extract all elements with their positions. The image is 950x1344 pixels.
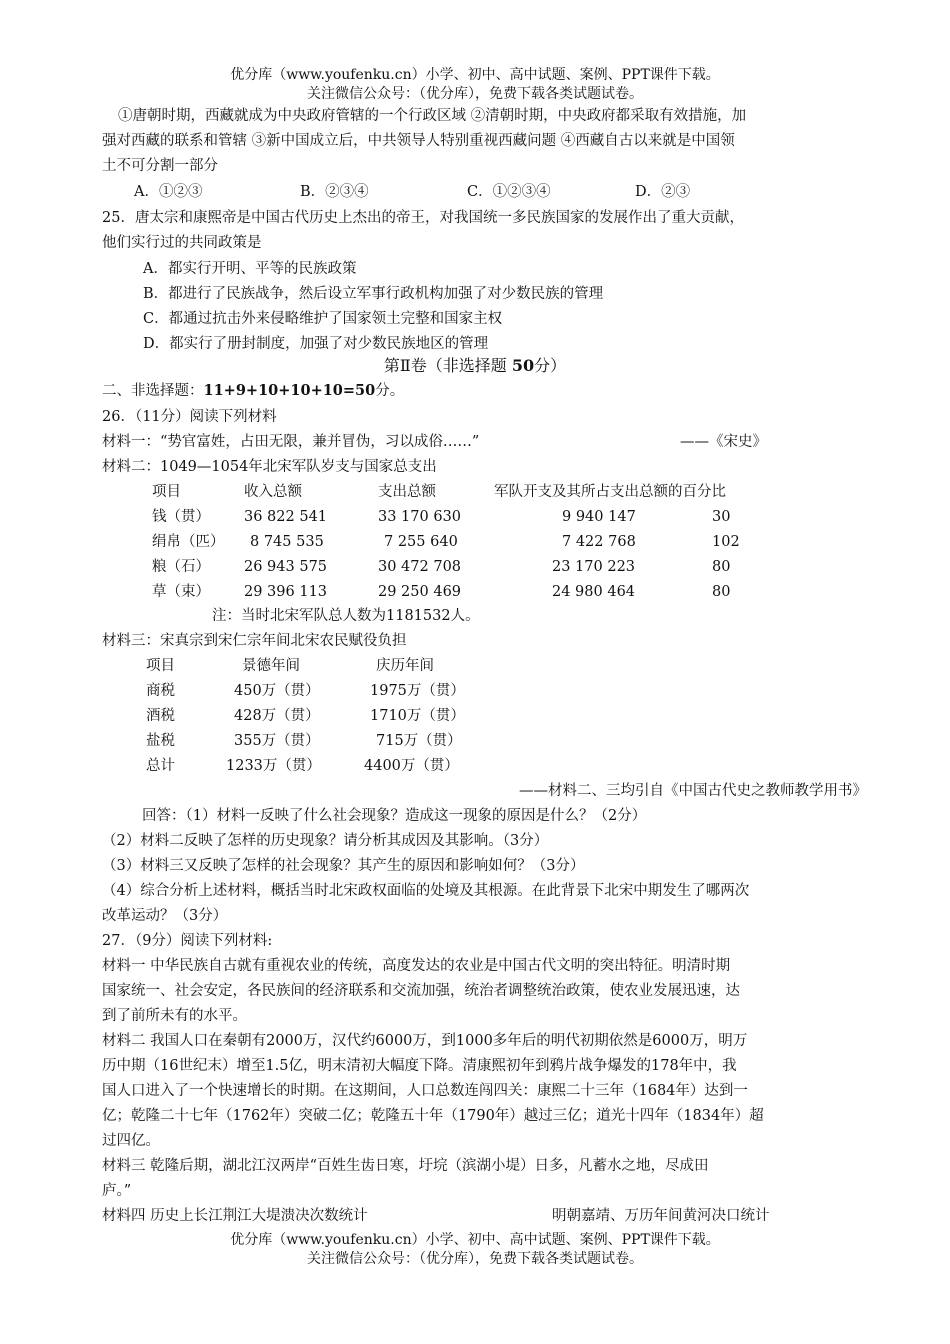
table3-row3-item: 盐税 [146, 733, 175, 749]
table3-header-jingde: 景德年间 [242, 658, 300, 674]
table3-row1-qingli: 1975万（贯） [370, 683, 465, 699]
table2-row2-income: 8 745 535 [250, 534, 324, 550]
table3-row4-item: 总计 [146, 758, 175, 774]
q25-option-b: B．都进行了民族战争，然后设立军事行政机构加强了对少数民族的管理 [143, 286, 604, 302]
q26-question2: （2）材料二反映了怎样的历史现象？请分析其成因及其影响。（3分） [102, 833, 549, 849]
q27-material3-line1: 材料三 乾隆后期，湖北江汉两岸“百姓生齿日寒，圩垸（滨湖小堤）日多，凡蓄水之地，尽成田 [102, 1158, 709, 1174]
table3-row2-item: 酒税 [146, 708, 175, 724]
q27-material1-line1: 材料一 中华民族自古就有重视农业的传统，高度发达的农业是中国古代文明的突出特征。明清时期 [102, 958, 731, 974]
table2-row4-item: 草（束） [152, 584, 210, 600]
q26-question3: （3）材料三又反映了怎样的社会现象？其产生的原因和影响如何？（3分） [102, 858, 585, 874]
page-footer-line1: 优分库（www.youfenku.cn）小学、初中、高中试题、案例、PPT课件下载。 [230, 1232, 720, 1248]
q27-material2-line2: 历中期（16世纪末）增至1.5亿，明末清初大幅度下降。清康熙初年到鸦片战争爆发的178年中，我 [102, 1058, 737, 1074]
table2-row4-expense: 29 250 469 [378, 584, 462, 600]
section-score: 11+9+10+10+10=50 [203, 382, 376, 399]
q26-question4-line1: （4）综合分析上述材料，概括当时北宋政权面临的处境及其根源。在此背景下北宋中期发生了哪两次 [102, 883, 750, 899]
table2-row3-income: 26 943 575 [244, 559, 328, 575]
q24-option-c: C．①②③④ [467, 184, 551, 200]
table2-row3-item: 粮（石） [152, 559, 210, 575]
q27-material4-left: 材料四 历史上长江荆江大堤溃决次数统计 [102, 1208, 368, 1224]
q27-material1-line2: 国家统一、社会安定，各民族间的经济联系和交流加强，统治者调整统治政策，使农业发展迅速，达 [102, 983, 740, 999]
table2-row1-military: 9 940 147 [562, 509, 636, 525]
q26-material1: 材料一：“势官富姓，占田无限，兼并冒伪，习以成俗……” [102, 434, 480, 450]
q24-stem-line2: 强对西藏的联系和管辖 ③新中国成立后，中共领导人特别重视西藏问题 ④西藏自古以来就是中国领 [102, 133, 735, 149]
table2-header-military: 军队开支及其所占支出总额的百分比 [494, 484, 726, 500]
table3-row1-jingde: 450万（贯） [234, 683, 320, 699]
table2-row1-percent: 30 [712, 509, 731, 525]
table2-row4-military: 24 980 464 [552, 584, 636, 600]
q24-stem-line3: 土不可分割一部分 [102, 158, 218, 174]
q26-material1-source: ——《宋史》 [680, 434, 767, 450]
q24-option-b: B．②③④ [300, 184, 369, 200]
table2-row2-military: 7 422 768 [562, 534, 636, 550]
table3-header-item: 项目 [146, 658, 175, 674]
table2-row1-income: 36 822 541 [244, 509, 328, 525]
q27-material1-line3: 到了前所未有的水平。 [102, 1008, 247, 1024]
q27-intro: 27．（9分）阅读下列材料: [102, 933, 273, 949]
table3-row3-jingde: 355万（贯） [234, 733, 320, 749]
table2-row2-percent: 102 [712, 534, 740, 550]
table3-row3-qingli: 715万（贯） [376, 733, 462, 749]
table2-row2-item: 绢帛（匹） [152, 534, 225, 550]
q24-option-d: D．②③ [635, 184, 691, 200]
part2-title-score: 50 [511, 356, 535, 375]
table2-header-income: 收入总额 [244, 484, 302, 500]
page-footer-line2: 关注微信公众号：（优分库），免费下载各类试题试卷。 [307, 1251, 643, 1267]
q24-stem-line1: ①唐朝时期，西藏就成为中央政府管辖的一个行政区域 ②清朝时期，中央政府都采取有效措施，加 [118, 108, 747, 124]
table2-row3-percent: 80 [712, 559, 731, 575]
q26-intro: 26．（11分）阅读下列材料 [102, 409, 277, 425]
table2-row3-expense: 30 472 708 [378, 559, 462, 575]
section-suffix: 分。 [375, 383, 405, 399]
q27-material2-line3: 国人口进入了一个快速增长的时期。在这期间，人口总数连闯四关：康熙二十三年（1684年）达到一 [102, 1083, 748, 1099]
page-header-line1: 优分库（www.youfenku.cn）小学、初中、高中试题、案例、PPT课件下载。 [230, 67, 720, 83]
q27-material3-line2: 庐。” [102, 1183, 132, 1199]
part2-title-prefix: 第Ⅱ卷（非选择题 [383, 356, 512, 375]
table3-row1-item: 商税 [146, 683, 175, 699]
q27-material4-right: 明朝嘉靖、万历年间黄河决口统计 [552, 1208, 770, 1224]
q26-question4-line2: 改革运动？（3分） [102, 908, 228, 924]
table3-row4-qingli: 4400万（贯） [364, 758, 459, 774]
q24-option-a: A．①②③ [134, 184, 203, 200]
q26-material3-title: 材料三：宋真宗到宋仁宗年间北宋农民赋役负担 [102, 633, 407, 649]
table3-row4-jingde: 1233万（贯） [226, 758, 321, 774]
q25-stem-line2: 他们实行过的共同政策是 [102, 235, 262, 251]
table2-row1-expense: 33 170 630 [378, 509, 462, 525]
table2-row4-percent: 80 [712, 584, 731, 600]
table3-header-qingli: 庆历年间 [376, 658, 434, 674]
table2-row1-item: 钱（贯） [152, 509, 210, 525]
part2-title [0, 356, 950, 376]
q25-option-a: A．都实行开明、平等的民族政策 [143, 261, 357, 277]
table2-row4-income: 29 396 113 [244, 584, 328, 600]
page-header-line2: 关注微信公众号：（优分库），免费下载各类试题试卷。 [307, 86, 643, 102]
q26-question1: 回答：（1）材料一反映了什么社会现象？造成这一现象的原因是什么？（2分） [142, 808, 647, 824]
table3-row2-jingde: 428万（贯） [234, 708, 320, 724]
q25-stem-line1: 25．唐太宗和康熙帝是中国古代历史上杰出的帝王，对我国统一多民族国家的发展作出了重大贡献， [102, 210, 744, 226]
table2-header-expense: 支出总额 [378, 484, 436, 500]
q26-source: ——材料二、三均引自《中国古代史之教师教学用书》 [519, 783, 867, 799]
table3-row2-qingli: 1710万（贯） [370, 708, 465, 724]
q27-material2-line1: 材料二 我国人口在秦朝有2000万，汉代约6000万，到1000多年后的明代初期依然是6000万，明万 [102, 1033, 748, 1049]
table2-note: 注：当时北宋军队总人数为1181532人。 [212, 608, 480, 624]
q27-material2-line5: 过四亿。 [102, 1133, 160, 1149]
q25-option-c: C．都通过抗击外来侵略维护了国家领土完整和国家主权 [143, 311, 503, 327]
table2-header-item: 项目 [152, 484, 181, 500]
section-heading [102, 381, 404, 401]
q26-material2-title: 材料二：1049—1054年北宋军队岁支与国家总支出 [102, 459, 437, 475]
section-prefix: 二、非选择题： [102, 383, 204, 399]
q27-material2-line4: 亿；乾隆二十七年（1762年）突破二亿；乾隆五十年（1790年）越过三亿；道光十四年（1834年）超 [102, 1108, 764, 1124]
q25-option-d: D．都实行了册封制度，加强了对少数民族地区的管理 [143, 336, 489, 352]
table2-row3-military: 23 170 223 [552, 559, 636, 575]
part2-title-suffix: 分） [534, 356, 567, 375]
table2-row2-expense: 7 255 640 [384, 534, 458, 550]
